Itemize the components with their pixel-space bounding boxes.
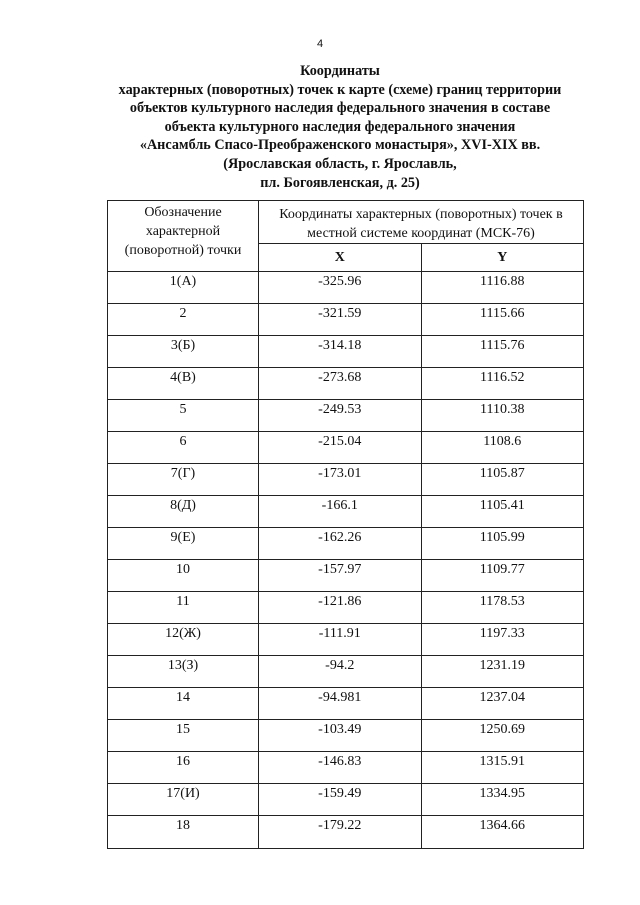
table-row — [108, 496, 584, 528]
y-cell: 1108.6 — [421, 432, 584, 464]
table-row — [108, 400, 584, 432]
x-cell: -94.981 — [259, 688, 422, 720]
y-cell: 1116.52 — [421, 368, 584, 400]
table-row — [108, 272, 584, 304]
table-row — [108, 336, 584, 368]
point-cell: 2 — [108, 304, 259, 336]
table-row — [108, 624, 584, 656]
title-line: объектов культурного наследия федерального значения в составе — [129, 100, 551, 117]
y-cell: 1231.19 — [421, 656, 584, 688]
title-line: Координаты — [300, 63, 380, 79]
x-cell: -249.53 — [259, 400, 422, 432]
x-cell: -157.97 — [259, 560, 422, 592]
y-cell: 1115.76 — [421, 336, 584, 368]
point-cell: 4(В) — [108, 368, 259, 400]
point-cell: 5 — [108, 400, 259, 432]
y-cell: 1105.87 — [421, 464, 584, 496]
y-cell: 1105.41 — [421, 496, 584, 528]
x-cell: -166.1 — [259, 496, 422, 528]
table-row — [108, 656, 584, 688]
x-cell: -103.49 — [259, 720, 422, 752]
point-cell: 12(Ж) — [108, 624, 259, 656]
table-body — [108, 272, 584, 849]
x-cell: -179.22 — [259, 816, 422, 849]
document-title — [90, 62, 590, 192]
point-cell: 3(Б) — [108, 336, 259, 368]
x-cell: -94.2 — [259, 656, 422, 688]
x-cell: -325.96 — [259, 272, 422, 304]
title-line: объекта культурного наследия федерального значения — [164, 118, 516, 135]
point-cell: 13(З) — [108, 656, 259, 688]
title-line: пл. Богоявленская, д. 25) — [260, 174, 420, 191]
x-cell: -215.04 — [259, 432, 422, 464]
y-column-header: Y — [421, 244, 584, 272]
x-cell: -111.91 — [259, 624, 422, 656]
point-cell: 8(Д) — [108, 496, 259, 528]
point-cell: 16 — [108, 752, 259, 784]
y-cell: 1109.77 — [421, 560, 584, 592]
table-row — [108, 432, 584, 464]
table-row — [108, 368, 584, 400]
x-cell: -162.26 — [259, 528, 422, 560]
title-line: характерных (поворотных) точек к карте (схеме) границ территории — [118, 81, 562, 98]
page-number: 4 — [316, 38, 324, 50]
point-cell: 1(А) — [108, 272, 259, 304]
point-cell: 18 — [108, 816, 259, 849]
y-cell: 1110.38 — [421, 400, 584, 432]
table-row — [108, 560, 584, 592]
y-cell: 1115.66 — [421, 304, 584, 336]
point-cell: 10 — [108, 560, 259, 592]
x-cell: -173.01 — [259, 464, 422, 496]
title-line: (Ярославская область, г. Ярославль, — [223, 155, 457, 172]
table-row — [108, 720, 584, 752]
coordinates-table — [107, 200, 584, 849]
y-cell: 1364.66 — [421, 816, 584, 849]
point-cell: 11 — [108, 592, 259, 624]
table-row — [108, 816, 584, 849]
table-row — [108, 528, 584, 560]
table-row — [108, 688, 584, 720]
x-cell: -321.59 — [259, 304, 422, 336]
x-cell: -159.49 — [259, 784, 422, 816]
point-designation-header: Обозначение характерной (поворотной) точки — [108, 201, 259, 272]
x-cell: -273.68 — [259, 368, 422, 400]
title-line: «Ансамбль Спасо-Преображенского монастыря», XVI-XIX вв. — [139, 137, 541, 154]
point-cell: 9(Е) — [108, 528, 259, 560]
x-cell: -146.83 — [259, 752, 422, 784]
x-cell: -121.86 — [259, 592, 422, 624]
y-cell: 1197.33 — [421, 624, 584, 656]
point-cell: 14 — [108, 688, 259, 720]
y-cell: 1178.53 — [421, 592, 584, 624]
y-cell: 1237.04 — [421, 688, 584, 720]
point-cell: 6 — [108, 432, 259, 464]
y-cell: 1105.99 — [421, 528, 584, 560]
y-cell: 1334.95 — [421, 784, 584, 816]
table-row — [108, 592, 584, 624]
y-cell: 1315.91 — [421, 752, 584, 784]
point-cell: 7(Г) — [108, 464, 259, 496]
y-cell: 1116.88 — [421, 272, 584, 304]
table-row — [108, 752, 584, 784]
coordinates-header: Координаты характерных (поворотных) точек в местной системе координат (МСК-76) — [259, 201, 584, 244]
table-row — [108, 464, 584, 496]
y-cell: 1250.69 — [421, 720, 584, 752]
point-cell: 15 — [108, 720, 259, 752]
table-row — [108, 784, 584, 816]
point-cell: 17(И) — [108, 784, 259, 816]
x-column-header: X — [259, 244, 422, 272]
table-row — [108, 304, 584, 336]
x-cell: -314.18 — [259, 336, 422, 368]
